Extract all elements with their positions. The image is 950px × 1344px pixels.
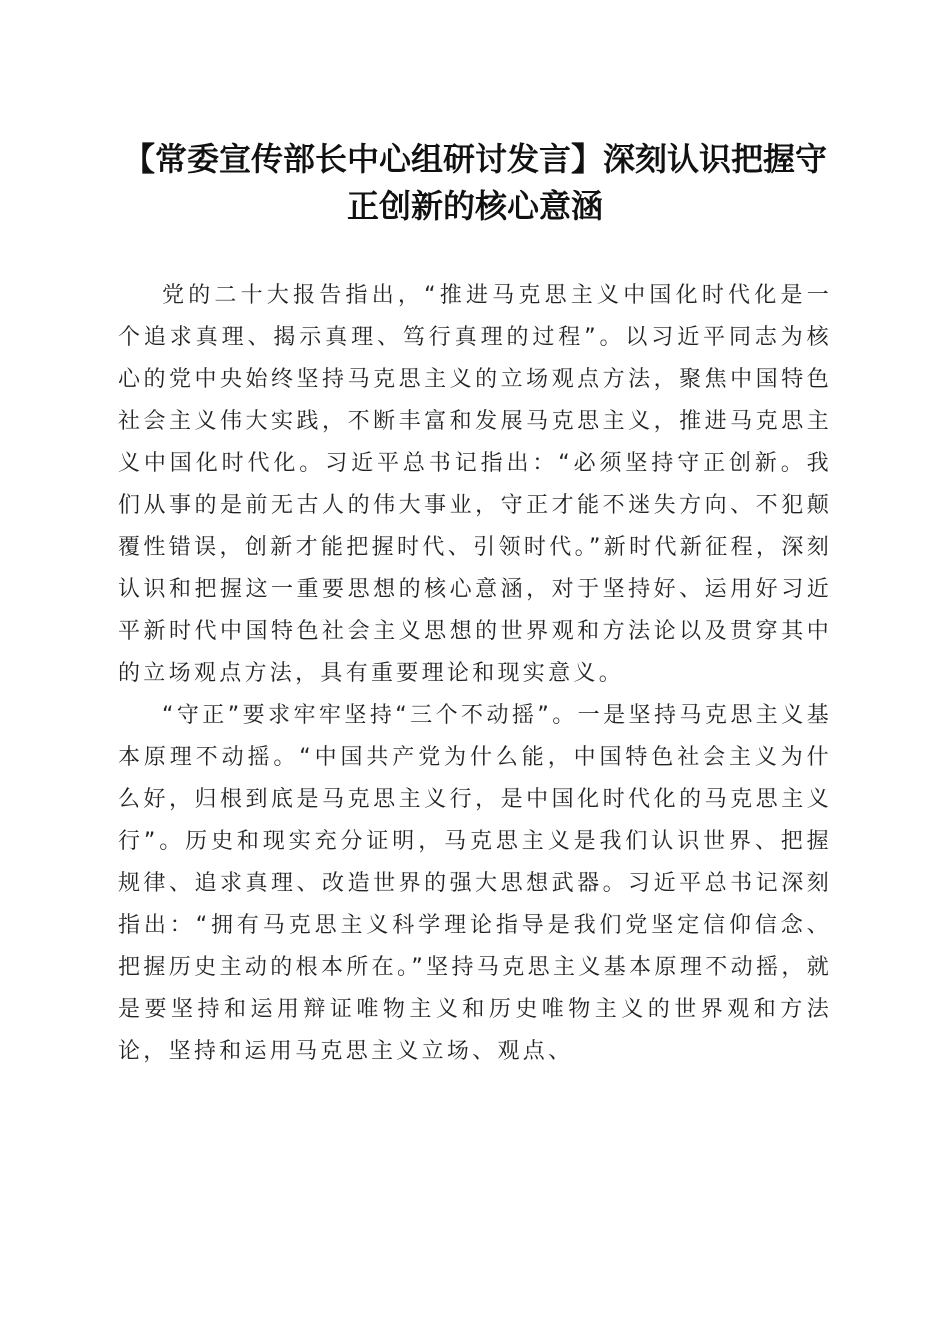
body-paragraph-1: 党的二十大报告指出，“推进马克思主义中国化时代化是一个追求真理、揭示真理、笃行真理的过程”。以习近平同志为核心的党中央始终坚持马克思主义的立场观点方法，聚焦中国特色社会主义伟大实践，不断丰富和发展马克思主义，推进马克思主义中国化时代化。习近平总书记指出：“必须坚持守正创新。我们从事的是前无古人的伟大事业，守正才能不迷失方向、不犯颠覆性错误，创新才能把握时代、引领时代。”新时代新征程，深刻认识和把握这一重要思想的核心意涵，对于坚持好、运用好习近平新时代中国特色社会主义思想的世界观和方法论以及贯穿其中的立场观点方法，具有重要理论和现实意义。: [118, 283, 832, 686]
body-paragraph-2: “守正”要求牢牢坚持“三个不动摇”。一是坚持马克思主义基本原理不动摇。“中国共产党为什么能，中国特色社会主义为什么好，归根到底是马克思主义行，是中国化时代化的马克思主义行”。历史和现实充分证明，马克思主义是我们认识世界、把握规律、追求真理、改造世界的强大思想武器。习近平总书记深刻指出：“拥有马克思主义科学理论指导是我们党坚定信仰信念、把握历史主动的根本所在。”坚持马克思主义基本原理不动摇，就是要坚持和运用辩证唯物主义和历史唯物主义的世界观和方法论，坚持和运用马克思主义立场、观点、: [118, 703, 832, 1064]
document-title: 【常委宣传部长中心组研讨发言】深刻认识把握守正创新的核心意涵: [122, 140, 827, 225]
document-body: [118, 275, 832, 1073]
